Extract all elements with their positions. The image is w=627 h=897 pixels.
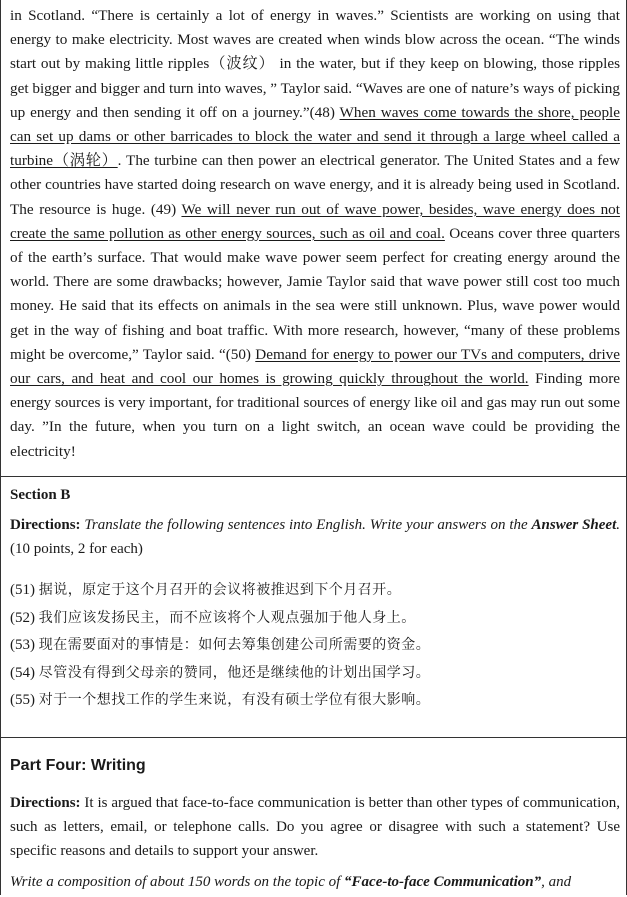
divider (0, 476, 627, 477)
points-note: (10 points, 2 for each) (10, 541, 143, 557)
directions-text: It is argued that face-to-face communication is better than other types of communication, such as letters, email, or telephone calls. Do you agree or disagree with such a statement? Use specific reasons and details to support your answer. (10, 795, 620, 859)
question-49-underlined: We will never run out of wave power, besides, wave energy does not create the same pollution as other energy sources, such as oil and coal. (10, 200, 621, 242)
question-48-underlined: When waves come towards the shore, people can set up dams or other barricades to block the water and send it through a large wheel called a turbine（涡轮） (10, 103, 620, 170)
list-item: (54) 尽管没有得到父母亲的赞同，他还是继续他的计划出国学习。 (10, 664, 431, 681)
list-item: (52) 我们应该发扬民主，而不应该将个人观点强加于他人身上。 (10, 609, 416, 626)
list-item: (51) 据说，原定于这个月召开的会议将被推迟到下个月召开。 (10, 582, 402, 598)
section-b-directions: Directions: Translate the following sentences into English. Write your answers on the Answer Sheet. (10 points, 2 for each) (10, 517, 620, 557)
writing-instruction: Write a composition of about 150 words on the topic of “Face-to-face Communication”, and (10, 874, 572, 890)
section-b-title: Section B (10, 487, 71, 503)
passage-text-3: Oceans cover three quarters of the earth’s surface. That would make wave power seem perfect for creating energy around the world. There are some drawbacks; however, Jamie Taylor said that wave power still cost too much money. He said that its effects on animals in the sea were still unknown. Plus, wave power would get in the way of fishing and boat traffic. With more research, however, “many of these problems might be overcome,” Taylor said. “(50) (10, 224, 620, 363)
directions-label: Directions: (10, 517, 81, 533)
passage-text-1: in Scotland. “There is certainly a lot of energy in waves.” Scientists are working on using that energy to make electricity. Most waves are created when winds blow across the ocean. “The winds start out by making little ripples（波纹） in the water, but if they keep on blowing, those ripples get bigger and bigger and turn into waves, ” Taylor said. “Waves are one of nature’s ways of picking up energy and then sending it off on a journey.”(48) (10, 7, 620, 121)
translation-sentences (10, 577, 620, 715)
directions-text: Translate the following sentences into English. Write your answers on the (80, 517, 532, 533)
list-item: (55) 对于一个想找工作的学生来说，有没有硕士学位有很大影响。 (10, 692, 431, 708)
passage-text-2: . The turbine can then power an electrical generator. The United States and a few other countries have started doing research on wave energy, and it is already being used in Scotland. The resource is huge. (49) (10, 152, 620, 218)
answer-sheet-label: Answer Sheet (531, 517, 617, 533)
question-50-underlined: Demand for energy to power our TVs and computers, drive our cars, and heat and cool our homes is growing quickly throughout the world. (10, 345, 620, 388)
part-four-title: Part Four: Writing (10, 757, 146, 774)
divider (0, 737, 627, 738)
composition-topic: “Face-to-face Communication” (344, 874, 542, 890)
part-four-directions (10, 791, 620, 863)
directions-label: Directions: (10, 795, 81, 811)
passage-text-4: Finding more energy sources is very important, for traditional sources of energy like oil and gas may run out some day. ”In the future, when you turn on a light switch, an ocean wave could be providing the electricity! (10, 370, 621, 460)
list-item: (53) 现在需要面对的事情是：如何去筹集创建公司所需要的资金。 (10, 637, 431, 653)
reading-passage (10, 4, 620, 464)
passage-paragraph (10, 4, 620, 464)
